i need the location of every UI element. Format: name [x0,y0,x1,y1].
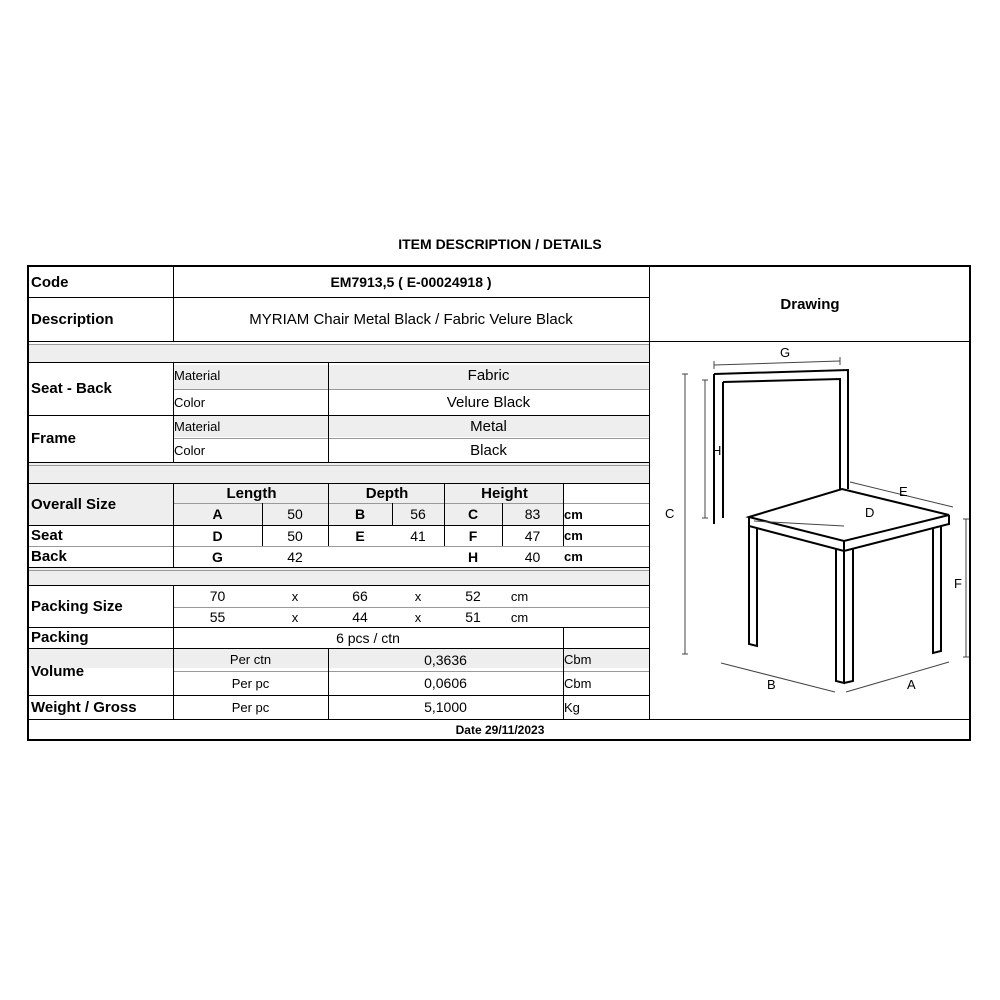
overall-a-letter: A [212,506,223,522]
description-label: Description [31,310,114,328]
volume-per-ctn-value: 0,3636 [424,651,467,668]
description-value: MYRIAM Chair Metal Black / Fabric Velure Black [249,310,573,328]
seat-unit: cm [564,528,583,543]
seat-e-value: 41 [410,527,426,544]
drawing-label-a: A [907,677,916,692]
spec-sheet [27,265,971,741]
sheet-title: ITEM DESCRIPTION / DETAILS [398,236,602,252]
overall-a-value: 50 [287,506,303,522]
back-g-letter: G [212,548,223,565]
volume-per-ctn-label: Per ctn [229,652,272,667]
back-g-value: 42 [287,548,303,565]
overall-c-value: 83 [524,506,541,522]
seat-d-value: 50 [287,527,303,544]
seat-label: Seat [31,527,63,544]
volume-per-pc-label: Per pc [231,675,270,691]
back-h-letter: H [467,548,479,565]
drawing-label-f: F [954,576,962,591]
seat-back-color: Velure Black [446,393,531,411]
length-header: Length [226,484,277,502]
back-unit: cm [564,549,583,564]
seat-f-letter: F [468,527,478,544]
weight-label: Weight / Gross [31,698,137,716]
volume-per-ctn-unit: Cbm [564,652,592,667]
seat-d-letter: D [212,527,223,544]
frame-color: Black [470,441,507,459]
drawing-label-g: G [780,345,791,360]
drawing-label-h: H [712,443,722,458]
seat-f-value: 47 [524,527,541,544]
seat-back-color-label: Color [174,394,206,410]
overall-unit: cm [564,506,583,522]
back-h-value: 40 [524,548,541,565]
drawing-label-e: E [899,484,908,499]
back-label: Back [31,548,67,565]
seat-e-letter: E [355,527,365,544]
weight-per-pc-label: Per pc [231,699,270,715]
packing-size-label: Packing Size [31,597,123,615]
packing-size-x-1b: x [414,588,422,604]
frame-label: Frame [31,430,77,447]
overall-b-value: 56 [410,506,426,522]
packing-size-x-1a: x [291,588,299,604]
packing-label: Packing [31,629,89,646]
packing-value: 6 pcs / ctn [336,629,400,646]
drawing-header: Drawing [780,295,840,313]
volume-per-pc-value: 0,0606 [424,675,467,691]
seat-back-label: Seat - Back [31,380,112,397]
frame-material: Metal [470,418,507,435]
weight-value: 5,1000 [424,699,467,715]
height-header: Height [481,484,528,502]
drawing-label-c: C [665,506,675,521]
packing-size-width-1: 66 [352,588,368,604]
overall-c-letter: C [467,506,479,522]
drawing-label-d: D [865,505,875,520]
frame-material-label: Material [174,419,221,434]
overall-size-label: Overall Size [31,495,117,513]
drawing-label-b: B [767,677,776,692]
packing-size-unit-1: cm [510,588,529,604]
chair-drawing [651,342,971,741]
seat-back-material: Fabric [467,367,510,384]
seat-back-material-label: Material [174,368,221,383]
packing-size-length-1: 70 [209,588,226,604]
packing-size-height-2: 51 [465,609,481,625]
volume-per-pc-unit: Cbm [564,675,592,691]
packing-size-x-2a: x [291,609,299,625]
depth-header: Depth [365,484,409,502]
packing-size-x-2b: x [414,609,422,625]
packing-size-height-1: 52 [465,588,481,604]
volume-label: Volume [31,663,85,680]
code-label: Code [31,273,69,291]
frame-color-label: Color [174,442,206,458]
packing-size-width-2: 44 [352,609,368,625]
date-footer: Date 29/11/2023 [455,723,545,737]
overall-b-letter: B [354,506,366,522]
code-value: EM7913,5 ( E-00024918 ) [330,274,492,290]
packing-size-unit-2: cm [510,609,529,625]
weight-unit: Kg [564,699,580,715]
packing-size-length-2: 55 [209,609,226,625]
